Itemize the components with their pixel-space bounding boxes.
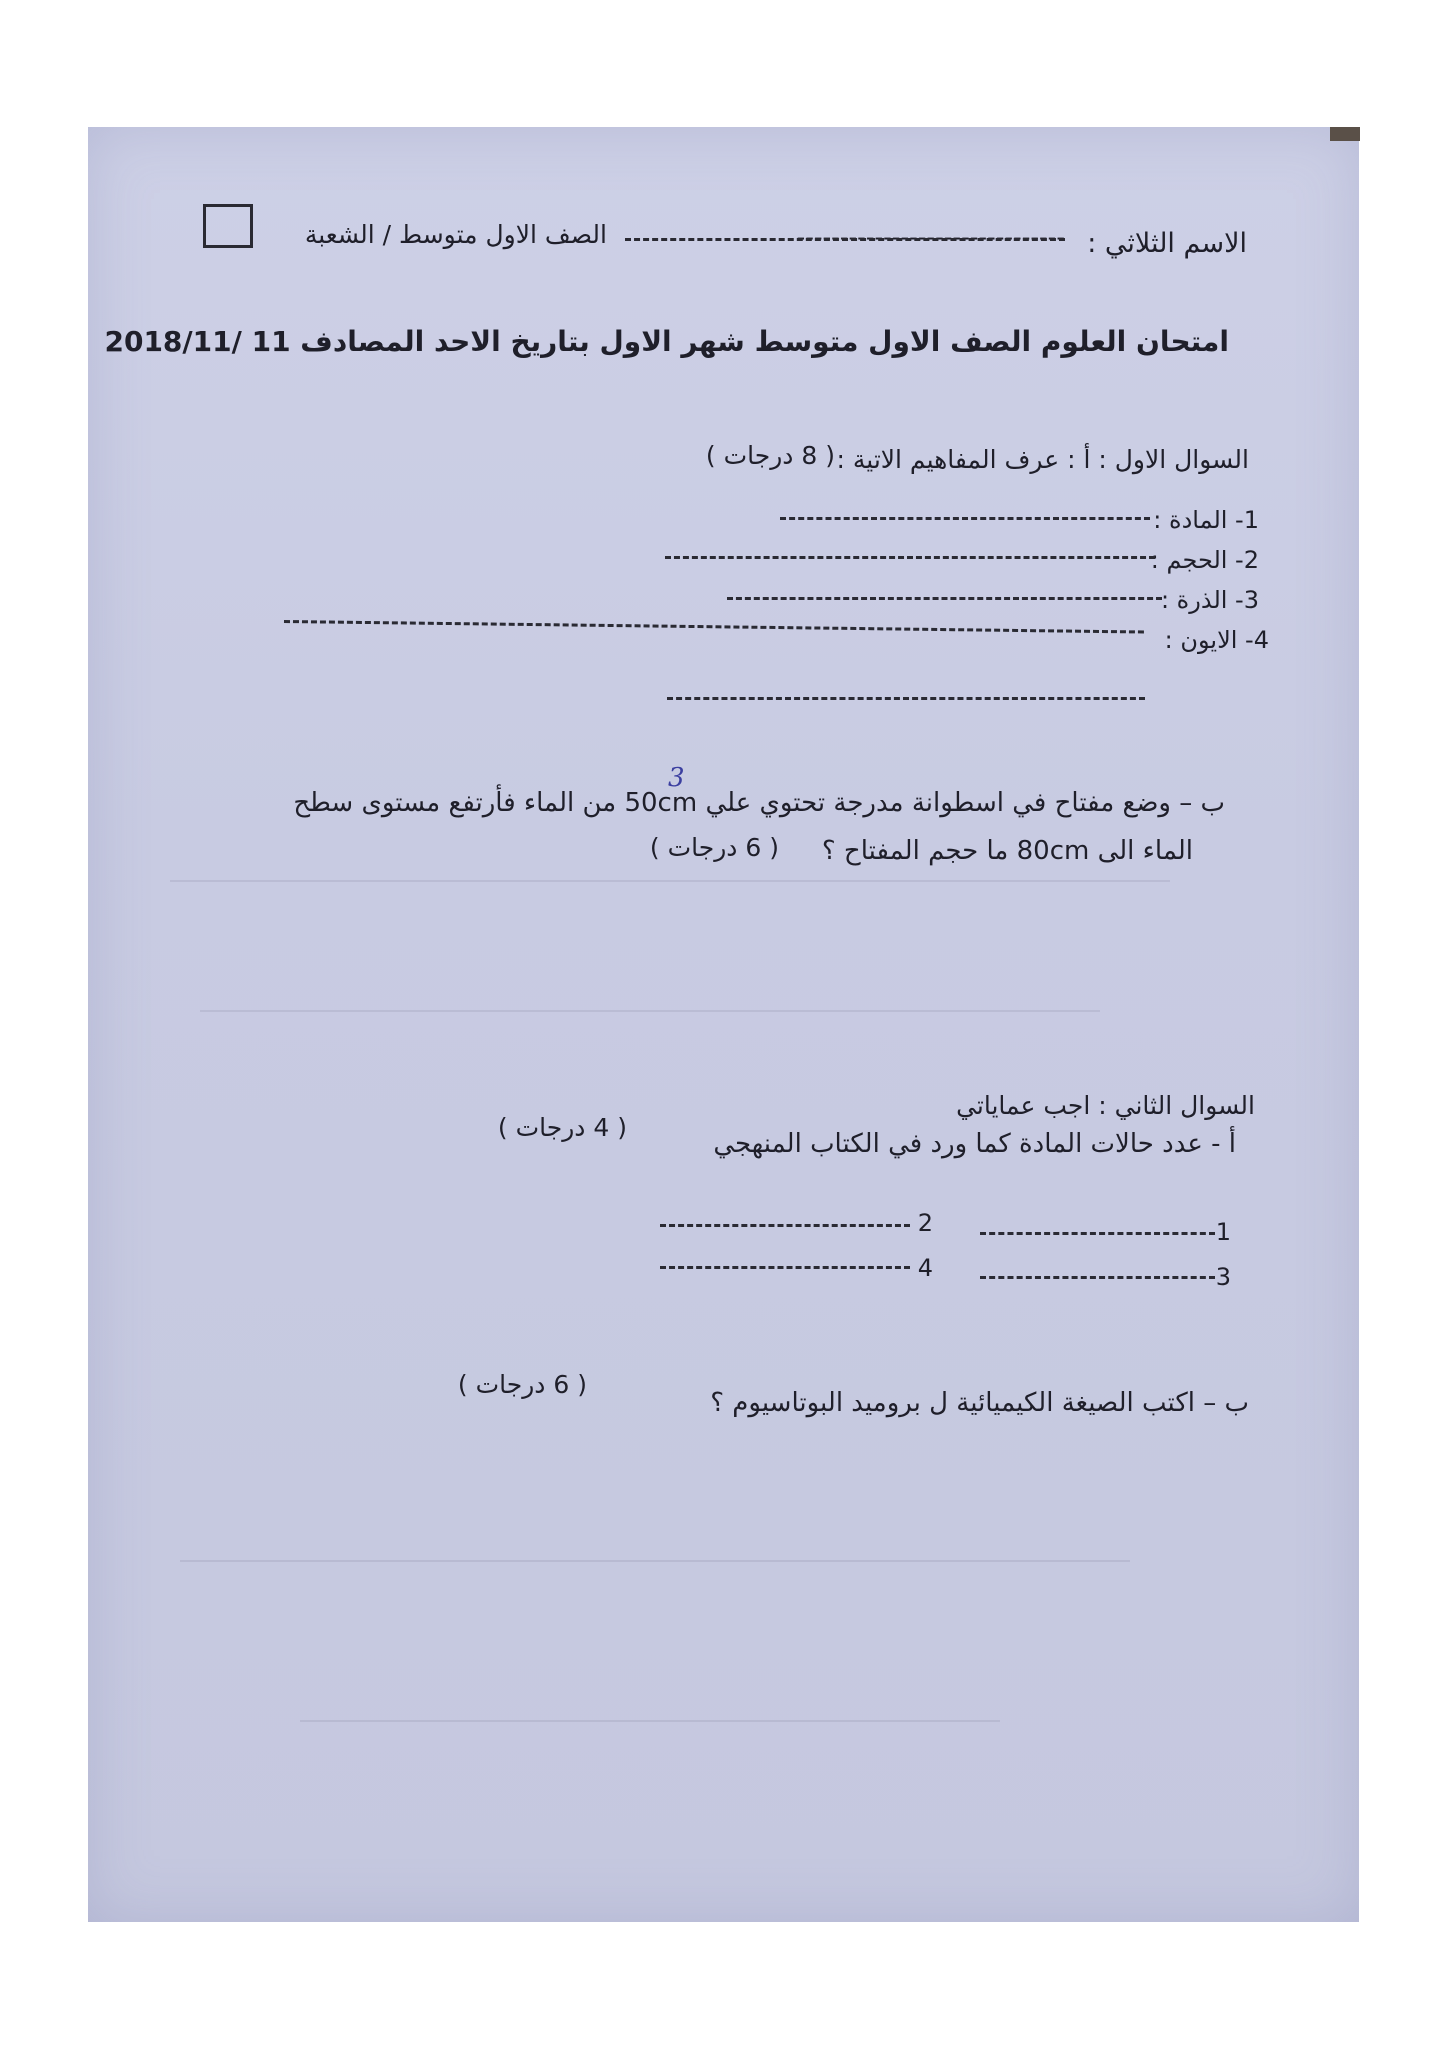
q1-part-b-line2: الماء الى 80cm ما حجم المفتاح ؟ xyxy=(821,836,1193,866)
q2-blank-3-number: 3 xyxy=(1215,1263,1231,1291)
q1-item-2: 2- الحجم : xyxy=(1150,546,1259,574)
bleed-through-line xyxy=(180,1560,1130,1562)
answer-blank-1[interactable] xyxy=(780,517,1150,520)
q2-part-a-marks: ( 4 درجات ) xyxy=(497,1113,627,1142)
q1-item-3: 3- الذرة : xyxy=(1160,586,1259,614)
handwritten-superscript: 3 xyxy=(668,763,685,793)
bleed-through-line xyxy=(170,880,1170,882)
name-dashes: ------------------------------- xyxy=(796,223,1065,251)
class-label: الصف الاول متوسط / الشعبة xyxy=(304,220,607,249)
section-box[interactable] xyxy=(203,204,253,248)
q1-item-1: 1- المادة : xyxy=(1153,506,1259,534)
answer-blank-4-continued[interactable] xyxy=(667,697,1145,700)
q1-item-4: 4- الايون : xyxy=(1164,626,1269,654)
exam-title: امتحان العلوم الصف الاول متوسط شهر الاول بتاريخ الاحد المصادف 11 /2018/11 xyxy=(104,325,1229,358)
q2-blank-4-number: 4 xyxy=(917,1254,933,1282)
bleed-through-line xyxy=(300,1720,1000,1722)
q1-part-b-marks: ( 6 درجات ) xyxy=(649,833,779,862)
q2-part-b: ب – اكتب الصيغة الكيميائية ل بروميد البوتاسيوم ؟ xyxy=(710,1388,1249,1418)
answer-blank-3[interactable] xyxy=(727,597,1162,600)
q2-blank-1-number: 1 xyxy=(1215,1218,1231,1246)
q1-part-b-line1: ب – وضع مفتاح في اسطوانة مدرجة تحتوي علي 50cm من الماء فأرتفع مستوى سطح xyxy=(293,788,1225,818)
q1-title: السوال الاول : أ : عرف المفاهيم الاتية : xyxy=(836,445,1249,474)
q2-blank-2-number: 2 xyxy=(917,1209,933,1237)
name-label: الاسم الثلاثي : xyxy=(1087,228,1247,259)
exam-paper xyxy=(88,127,1359,1922)
name-blank[interactable] xyxy=(625,238,1065,241)
q2-answer-blank-2[interactable] xyxy=(660,1224,910,1227)
q2-part-b-marks: ( 6 درجات ) xyxy=(457,1370,587,1399)
q2-title: السوال الثاني : اجب عماياتي xyxy=(956,1091,1255,1120)
q2-part-a: أ - عدد حالات المادة كما ورد في الكتاب المنهجي xyxy=(713,1129,1236,1159)
q2-answer-blank-1[interactable] xyxy=(980,1232,1215,1235)
paper-corner-shadow xyxy=(1330,127,1360,141)
q2-answer-blank-4[interactable] xyxy=(660,1266,910,1269)
bleed-through-line xyxy=(200,1010,1100,1012)
q1-marks: ( 8 درجات ) xyxy=(705,441,835,470)
answer-blank-2[interactable] xyxy=(665,556,1155,559)
q2-answer-blank-3[interactable] xyxy=(980,1276,1215,1279)
